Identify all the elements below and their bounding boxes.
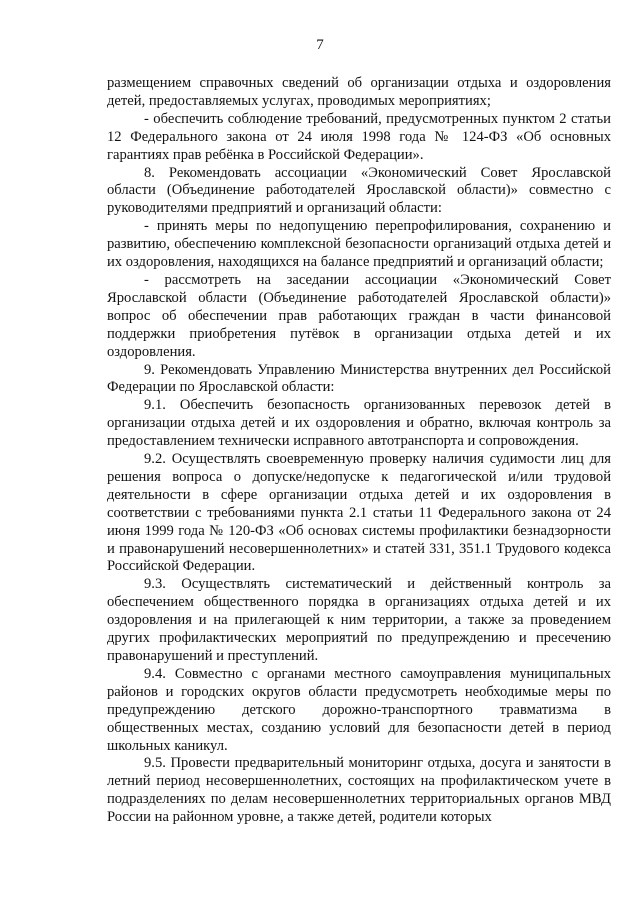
paragraph-item-9-5: 9.5. Провести предварительный мониторинг отдыха, досуга и занятости в летний период несовершеннолетних, состоящих на профилактическом учете в подразделениях по делам несовершеннолетних территориальных органов МВД России на районном уровне, а также детей, родители которых [107, 755, 611, 826]
paragraph-item-9: 9. Рекомендовать Управлению Министерства внутренних дел Российской Федерации по Ярославской области: [107, 361, 611, 396]
paragraph-item-9-3: 9.3. Осуществлять систематический и действенный контроль за обеспечением общественного порядка в организациях отдыха детей и их оздоровления и на прилегающей к ним территории, а также за проведением других профилактических мероприятий по предупреждению и пресечению правонарушений и преступлений. [107, 576, 611, 664]
page-number: 7 [316, 37, 324, 53]
paragraph-item-9-4: 9.4. Совместно с органами местного самоуправления муниципальных районов и городских округов области предусмотреть необходимые меры по предупреждению детского дорожно-транспортного травматизма в общественных местах, созданию условий для безопасности детей в период школьных каникул. [107, 665, 611, 754]
document-body [107, 75, 611, 827]
paragraph-item-8: 8. Рекомендовать ассоциации «Экономический Совет Ярославской области (Объединение работодателей Ярославской области)» совместно с руководителями предприятий и организаций области: [107, 164, 611, 217]
paragraph-item-9-1: 9.1. Обеспечить безопасность организованных перевозок детей в организации отдыха детей и их оздоровления и обратно, включая контроль за предоставлением технически исправного автотранспорта и сопровождения. [107, 397, 611, 450]
paragraph-continuation: размещением справочных сведений об организации отдыха и оздоровления детей, предоставляемых услугах, проводимых мероприятиях; [107, 75, 611, 109]
paragraph-bullet-rights: - обеспечить соблюдение требований, предусмотренных пунктом 2 статьи 12 Федерального закона от 24 июля 1998 года № 124-ФЗ «Об основных гарантиях прав ребёнка в Российской Федерации». [107, 110, 611, 163]
paragraph-bullet-vouchers: - рассмотреть на заседании ассоциации «Экономический Совет Ярославской области (Объединение работодателей Ярославской области)» вопрос об обеспечении прав работающих граждан в части финансовой поддержки приобретения путёвок в организации отдыха детей и их оздоровления. [107, 271, 611, 360]
paragraph-bullet-safety: - принять меры по недопущению перепрофилирования, сохранению и развитию, обеспечению комплексной безопасности организаций отдыха детей и их оздоровления, находящихся на балансе предприятий и организаций области; [107, 218, 611, 271]
paragraph-item-9-2: 9.2. Осуществлять своевременную проверку наличия судимости лиц для решения вопроса о допуске/недопуске к педагогической и/или трудовой деятельности в сфере организации отдыха детей и их оздоровления в соответствии с требованиями пункта 2.1 статьи 11 Федерального закона от 24 июня 1999 года № 120-ФЗ «Об основах системы профилактики безнадзорности и правонарушений несовершеннолетних» и статей 331, 351.1 Трудового кодекса Российской Федерации. [107, 451, 611, 575]
